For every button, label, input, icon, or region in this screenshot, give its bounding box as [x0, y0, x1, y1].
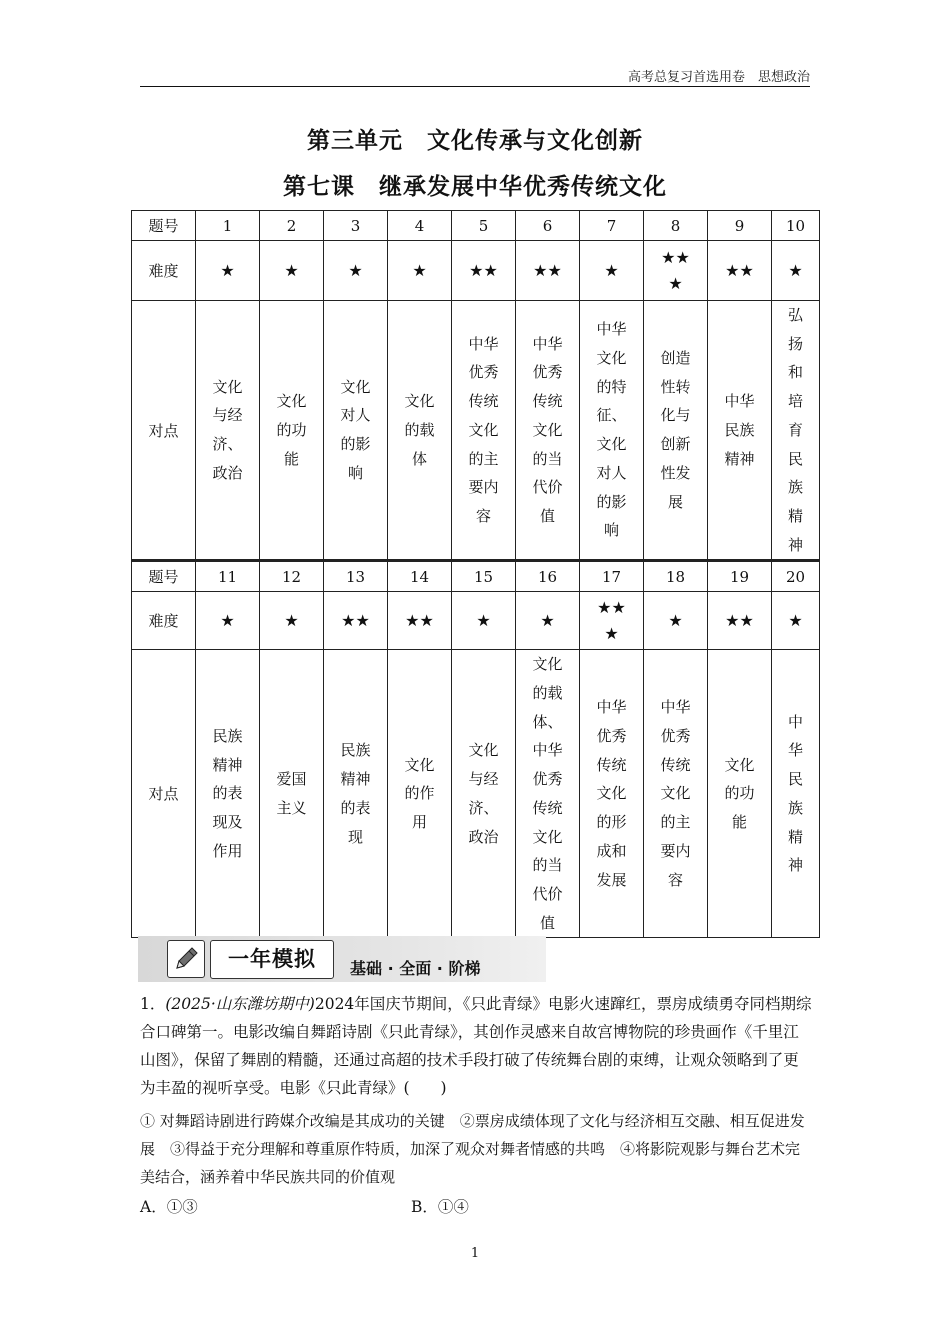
- knowledge-point-line: 和: [787, 363, 803, 382]
- row-label-number: 题号: [132, 211, 196, 241]
- knowledge-point-line: 文化: [532, 655, 563, 674]
- knowledge-point-line: 性发: [660, 463, 691, 482]
- knowledge-point-line: 化与: [660, 406, 691, 425]
- question-number-cell: 16: [516, 561, 580, 592]
- knowledge-point-line: 精: [787, 506, 803, 525]
- star-rating: ★★: [405, 610, 434, 630]
- knowledge-point-line: 传统: [468, 392, 499, 411]
- knowledge-point-line: 中华: [596, 698, 627, 717]
- knowledge-point-line: 响: [603, 521, 619, 540]
- knowledge-point-line: 弘: [787, 306, 803, 324]
- star-rating: ★★: [725, 610, 754, 630]
- knowledge-point-line: 能: [283, 449, 299, 468]
- section-subtitle: 基础 · 全面 · 阶梯: [350, 959, 481, 978]
- star-rating: ★: [284, 610, 299, 630]
- star-rating: ★: [220, 260, 235, 280]
- difficulty-cell: [388, 241, 452, 301]
- knowledge-point-cell: [388, 301, 452, 561]
- knowledge-point-line: 文化: [596, 349, 627, 368]
- difficulty-cell: [324, 241, 388, 301]
- difficulty-cell: [260, 241, 324, 301]
- knowledge-point-line: 优秀: [660, 727, 691, 746]
- row-point-1: [132, 301, 820, 561]
- knowledge-point-line: 族: [787, 798, 803, 817]
- knowledge-point-line: 现: [347, 827, 363, 846]
- knowledge-point-line: 文化: [468, 420, 499, 439]
- question-number-cell: 7: [580, 211, 644, 241]
- difficulty-cell: [708, 592, 772, 650]
- star-rating: ★: [668, 273, 683, 293]
- knowledge-point-line: 精: [787, 827, 803, 846]
- difficulty-cell: [452, 241, 516, 301]
- knowledge-point-line: 要内: [468, 478, 499, 497]
- row-label-point: 对点: [132, 301, 196, 561]
- knowledge-point-line: 神: [787, 856, 803, 875]
- question-number-cell: 20: [772, 561, 820, 592]
- question-number-cell: 8: [644, 211, 708, 241]
- knowledge-point-line: 的载: [404, 420, 435, 439]
- knowledge-point-line: 的当: [532, 449, 563, 468]
- knowledge-point-line: 现及: [212, 813, 243, 832]
- knowledge-point-line: 传统: [596, 755, 627, 774]
- difficulty-cell: [324, 592, 388, 650]
- question-number-cell: 19: [708, 561, 772, 592]
- pencil-icon: [167, 940, 205, 978]
- knowledge-point-line: 与经: [212, 406, 243, 425]
- knowledge-point-line: 传统: [660, 755, 691, 774]
- knowledge-point-line: 值: [539, 913, 555, 932]
- difficulty-cell: [580, 241, 644, 301]
- knowledge-point-line: 精神: [724, 449, 755, 468]
- knowledge-point-line: 族: [787, 478, 803, 497]
- knowledge-point-line: 优秀: [468, 363, 499, 382]
- knowledge-point-line: 神: [787, 535, 803, 554]
- knowledge-point-line: 展: [667, 492, 683, 511]
- star-rating: ★: [788, 610, 803, 630]
- knowledge-point-cell: [772, 650, 820, 938]
- row-label-difficulty: 难度: [132, 592, 196, 650]
- knowledge-point-line: 民: [787, 770, 803, 789]
- star-rating: ★★: [341, 610, 370, 630]
- knowledge-point-line: 文化: [532, 420, 563, 439]
- star-rating: ★★: [597, 597, 626, 617]
- row-label-point: 对点: [132, 650, 196, 938]
- knowledge-point-cell: [324, 301, 388, 561]
- knowledge-point-line: 优秀: [532, 770, 563, 789]
- star-rating: ★: [220, 610, 235, 630]
- knowledge-point-line: 政治: [212, 463, 243, 482]
- question-number-cell: 4: [388, 211, 452, 241]
- difficulty-cell: [644, 241, 708, 301]
- row-point-2: [132, 650, 820, 938]
- knowledge-point-cell: [196, 301, 260, 561]
- knowledge-point-line: 的特: [596, 377, 627, 396]
- knowledge-point-line: 文化: [596, 435, 627, 454]
- knowledge-point-cell: [516, 650, 580, 938]
- knowledge-point-line: 值: [539, 506, 555, 525]
- star-rating: ★: [476, 610, 491, 630]
- knowledge-point-line: 文化: [404, 755, 435, 774]
- knowledge-point-line: 中华: [660, 698, 691, 717]
- knowledge-point-line: 文化: [660, 784, 691, 803]
- row-difficulty-2: [132, 592, 820, 650]
- question-number-cell: 17: [580, 561, 644, 592]
- star-rating: ★: [668, 610, 683, 630]
- knowledge-point-cell: [580, 301, 644, 561]
- question-number-cell: 15: [452, 561, 516, 592]
- question-number-cell: 11: [196, 561, 260, 592]
- star-rating: ★★: [469, 260, 498, 280]
- knowledge-point-line: 济、: [212, 435, 243, 454]
- knowledge-point-line: 文化: [596, 784, 627, 803]
- knowledge-point-line: 民族: [340, 741, 371, 760]
- knowledge-point-line: 民: [787, 449, 803, 468]
- knowledge-point-cell: [452, 650, 516, 938]
- difficulty-cell: [516, 241, 580, 301]
- knowledge-point-cell: [196, 650, 260, 938]
- knowledge-point-line: 的载: [532, 684, 563, 703]
- knowledge-point-cell: [708, 301, 772, 561]
- question-number-cell: 13: [324, 561, 388, 592]
- knowledge-point-line: 精神: [212, 755, 243, 774]
- difficulty-cell: [772, 592, 820, 650]
- knowledge-point-line: 代价: [532, 884, 563, 903]
- knowledge-point-line: 的主: [660, 813, 691, 832]
- knowledge-point-line: 文化: [468, 741, 499, 760]
- row-label-difficulty: 难度: [132, 241, 196, 301]
- knowledge-point-line: 体: [411, 449, 427, 468]
- knowledge-point-line: 与经: [468, 770, 499, 789]
- question-stem: 2024年国庆节期间，《只此青绿》电影火速蹿红，票房成绩勇夺同档期综合口碑第一。电影改编自舞蹈诗剧《只此青绿》，其创作灵感来自故宫博物院的珍贵画作《千里江山图》，保留了舞剧的精髓，还通过高超的技术手段打破了传统舞台剧的束缚，让观众领略到了更为丰盈的视听享受。电影《只此青绿》( ): [140, 995, 812, 1097]
- knowledge-point-line: 传统: [532, 798, 563, 817]
- knowledge-point-line: 华: [787, 741, 803, 760]
- knowledge-point-line: 中: [787, 712, 803, 731]
- knowledge-point-line: 的主: [468, 449, 499, 468]
- knowledge-point-line: 的功: [276, 420, 307, 439]
- star-rating: ★: [540, 610, 555, 630]
- section-title: 一年模拟: [210, 940, 334, 979]
- knowledge-point-line: 响: [347, 463, 363, 482]
- knowledge-point-line: 中华: [468, 334, 499, 353]
- knowledge-point-line: 文化: [276, 392, 307, 411]
- question-number-cell: 18: [644, 561, 708, 592]
- knowledge-point-line: 文化: [404, 392, 435, 411]
- knowledge-point-line: 创造: [660, 349, 691, 368]
- question-number: 1．: [140, 995, 166, 1013]
- lesson-title: 第七课 继承发展中华优秀传统文化: [283, 174, 667, 200]
- knowledge-point-line: 代价: [532, 478, 563, 497]
- knowledge-point-line: 要内: [660, 841, 691, 860]
- knowledge-point-line: 中华: [724, 392, 755, 411]
- question-number-cell: 9: [708, 211, 772, 241]
- star-rating: ★: [412, 260, 427, 280]
- knowledge-point-line: 创新: [660, 435, 691, 454]
- knowledge-point-cell: [452, 301, 516, 561]
- difficulty-cell: [452, 592, 516, 650]
- difficulty-cell: [388, 592, 452, 650]
- knowledge-point-line: 传统: [532, 392, 563, 411]
- knowledge-point-line: 民族: [724, 420, 755, 439]
- knowledge-point-line: 的功: [724, 784, 755, 803]
- question-source: (2025·山东潍坊期中): [165, 995, 315, 1013]
- difficulty-cell: [196, 592, 260, 650]
- knowledge-point-line: 的表: [340, 798, 371, 817]
- difficulty-cell: [516, 592, 580, 650]
- question-number-cell: 6: [516, 211, 580, 241]
- knowledge-point-line: 发展: [596, 870, 627, 889]
- difficulty-cell: [260, 592, 324, 650]
- knowledge-point-cell: [772, 301, 820, 561]
- section-banner: [138, 936, 546, 982]
- difficulty-cell: [772, 241, 820, 301]
- star-rating: ★: [788, 260, 803, 280]
- knowledge-point-line: 的表: [212, 784, 243, 803]
- knowledge-point-line: 体、: [532, 712, 563, 731]
- option-b: B．①④: [411, 1198, 469, 1216]
- knowledge-point-line: 中华: [532, 741, 563, 760]
- knowledge-point-cell: [644, 301, 708, 561]
- knowledge-point-cell: [260, 301, 324, 561]
- knowledge-point-cell: [644, 650, 708, 938]
- knowledge-point-line: 文化: [532, 827, 563, 846]
- knowledge-point-line: 用: [411, 813, 427, 832]
- star-rating: ★: [604, 260, 619, 280]
- question-number-cell: 12: [260, 561, 324, 592]
- knowledge-point-cell: [516, 301, 580, 561]
- knowledge-point-cell: [324, 650, 388, 938]
- question-number-cell: 10: [772, 211, 820, 241]
- knowledge-point-cell: [388, 650, 452, 938]
- question-number-cell: 2: [260, 211, 324, 241]
- knowledge-point-line: 中华: [532, 334, 563, 353]
- star-rating: ★: [348, 260, 363, 280]
- row-label-number: 题号: [132, 561, 196, 592]
- knowledge-point-line: 中华: [596, 320, 627, 339]
- knowledge-point-line: 济、: [468, 798, 499, 817]
- knowledge-point-line: 爱国: [276, 770, 307, 789]
- difficulty-cell: [196, 241, 260, 301]
- question-1: [140, 990, 812, 1102]
- knowledge-point-line: 征、: [596, 406, 627, 425]
- difficulty-cell: [580, 592, 644, 650]
- question-number-cell: 5: [452, 211, 516, 241]
- knowledge-point-line: 文化: [212, 377, 243, 396]
- knowledge-point-line: 精神: [340, 770, 371, 789]
- knowledge-point-line: 民族: [212, 727, 243, 746]
- running-header: 高考总复习首选用卷 思想政治: [627, 70, 810, 85]
- knowledge-point-line: 的形: [596, 813, 627, 832]
- knowledge-point-line: 能: [731, 813, 747, 832]
- row-number-1: [132, 211, 820, 241]
- option-a: A．①③: [140, 1198, 198, 1216]
- page-number: 1: [470, 1246, 480, 1261]
- knowledge-point-line: 文化: [340, 377, 371, 396]
- knowledge-point-line: 主义: [276, 798, 307, 817]
- difficulty-table: [131, 210, 820, 938]
- question-number-cell: 14: [388, 561, 452, 592]
- knowledge-point-line: 对人: [596, 463, 627, 482]
- knowledge-point-line: 对人: [340, 406, 371, 425]
- question-statements: ① 对舞蹈诗剧进行跨媒介改编是其成功的关键 ②票房成绩体现了文化与经济相互交融、相互促进发展 ③得益于充分理解和尊重原作特质，加深了观众对舞者情感的共鸣 ④将影院观影与舞台艺术完美结合，涵养着中华民族共同的价值观: [140, 1112, 805, 1186]
- question-number-cell: 3: [324, 211, 388, 241]
- knowledge-point-line: 文化: [724, 755, 755, 774]
- knowledge-point-line: 成和: [596, 841, 627, 860]
- difficulty-cell: [644, 592, 708, 650]
- knowledge-point-cell: [708, 650, 772, 938]
- question-number-cell: 1: [196, 211, 260, 241]
- knowledge-point-line: 性转: [660, 377, 691, 396]
- star-rating: ★: [604, 623, 619, 643]
- knowledge-point-cell: [580, 650, 644, 938]
- difficulty-cell: [708, 241, 772, 301]
- knowledge-point-line: 优秀: [596, 727, 627, 746]
- knowledge-point-cell: [260, 650, 324, 938]
- knowledge-point-line: 的影: [596, 492, 627, 511]
- knowledge-point-line: 的影: [340, 435, 371, 454]
- knowledge-point-line: 的作: [404, 784, 435, 803]
- knowledge-point-line: 作用: [212, 841, 243, 860]
- unit-title: 第三单元 文化传承与文化创新: [307, 128, 643, 154]
- star-rating: ★: [284, 260, 299, 280]
- knowledge-point-line: 扬: [787, 334, 803, 353]
- row-difficulty-1: [132, 241, 820, 301]
- knowledge-point-line: 容: [667, 870, 683, 889]
- knowledge-point-line: 育: [787, 420, 803, 439]
- header-rule: [140, 86, 810, 87]
- star-rating: ★★: [725, 260, 754, 280]
- knowledge-point-line: 培: [787, 392, 803, 411]
- knowledge-point-line: 政治: [468, 827, 499, 846]
- knowledge-point-line: 的当: [532, 856, 563, 875]
- star-rating: ★★: [533, 260, 562, 280]
- knowledge-point-line: 优秀: [532, 363, 563, 382]
- star-rating: ★★: [661, 247, 690, 267]
- row-number-2: [132, 561, 820, 592]
- knowledge-point-line: 容: [475, 506, 491, 525]
